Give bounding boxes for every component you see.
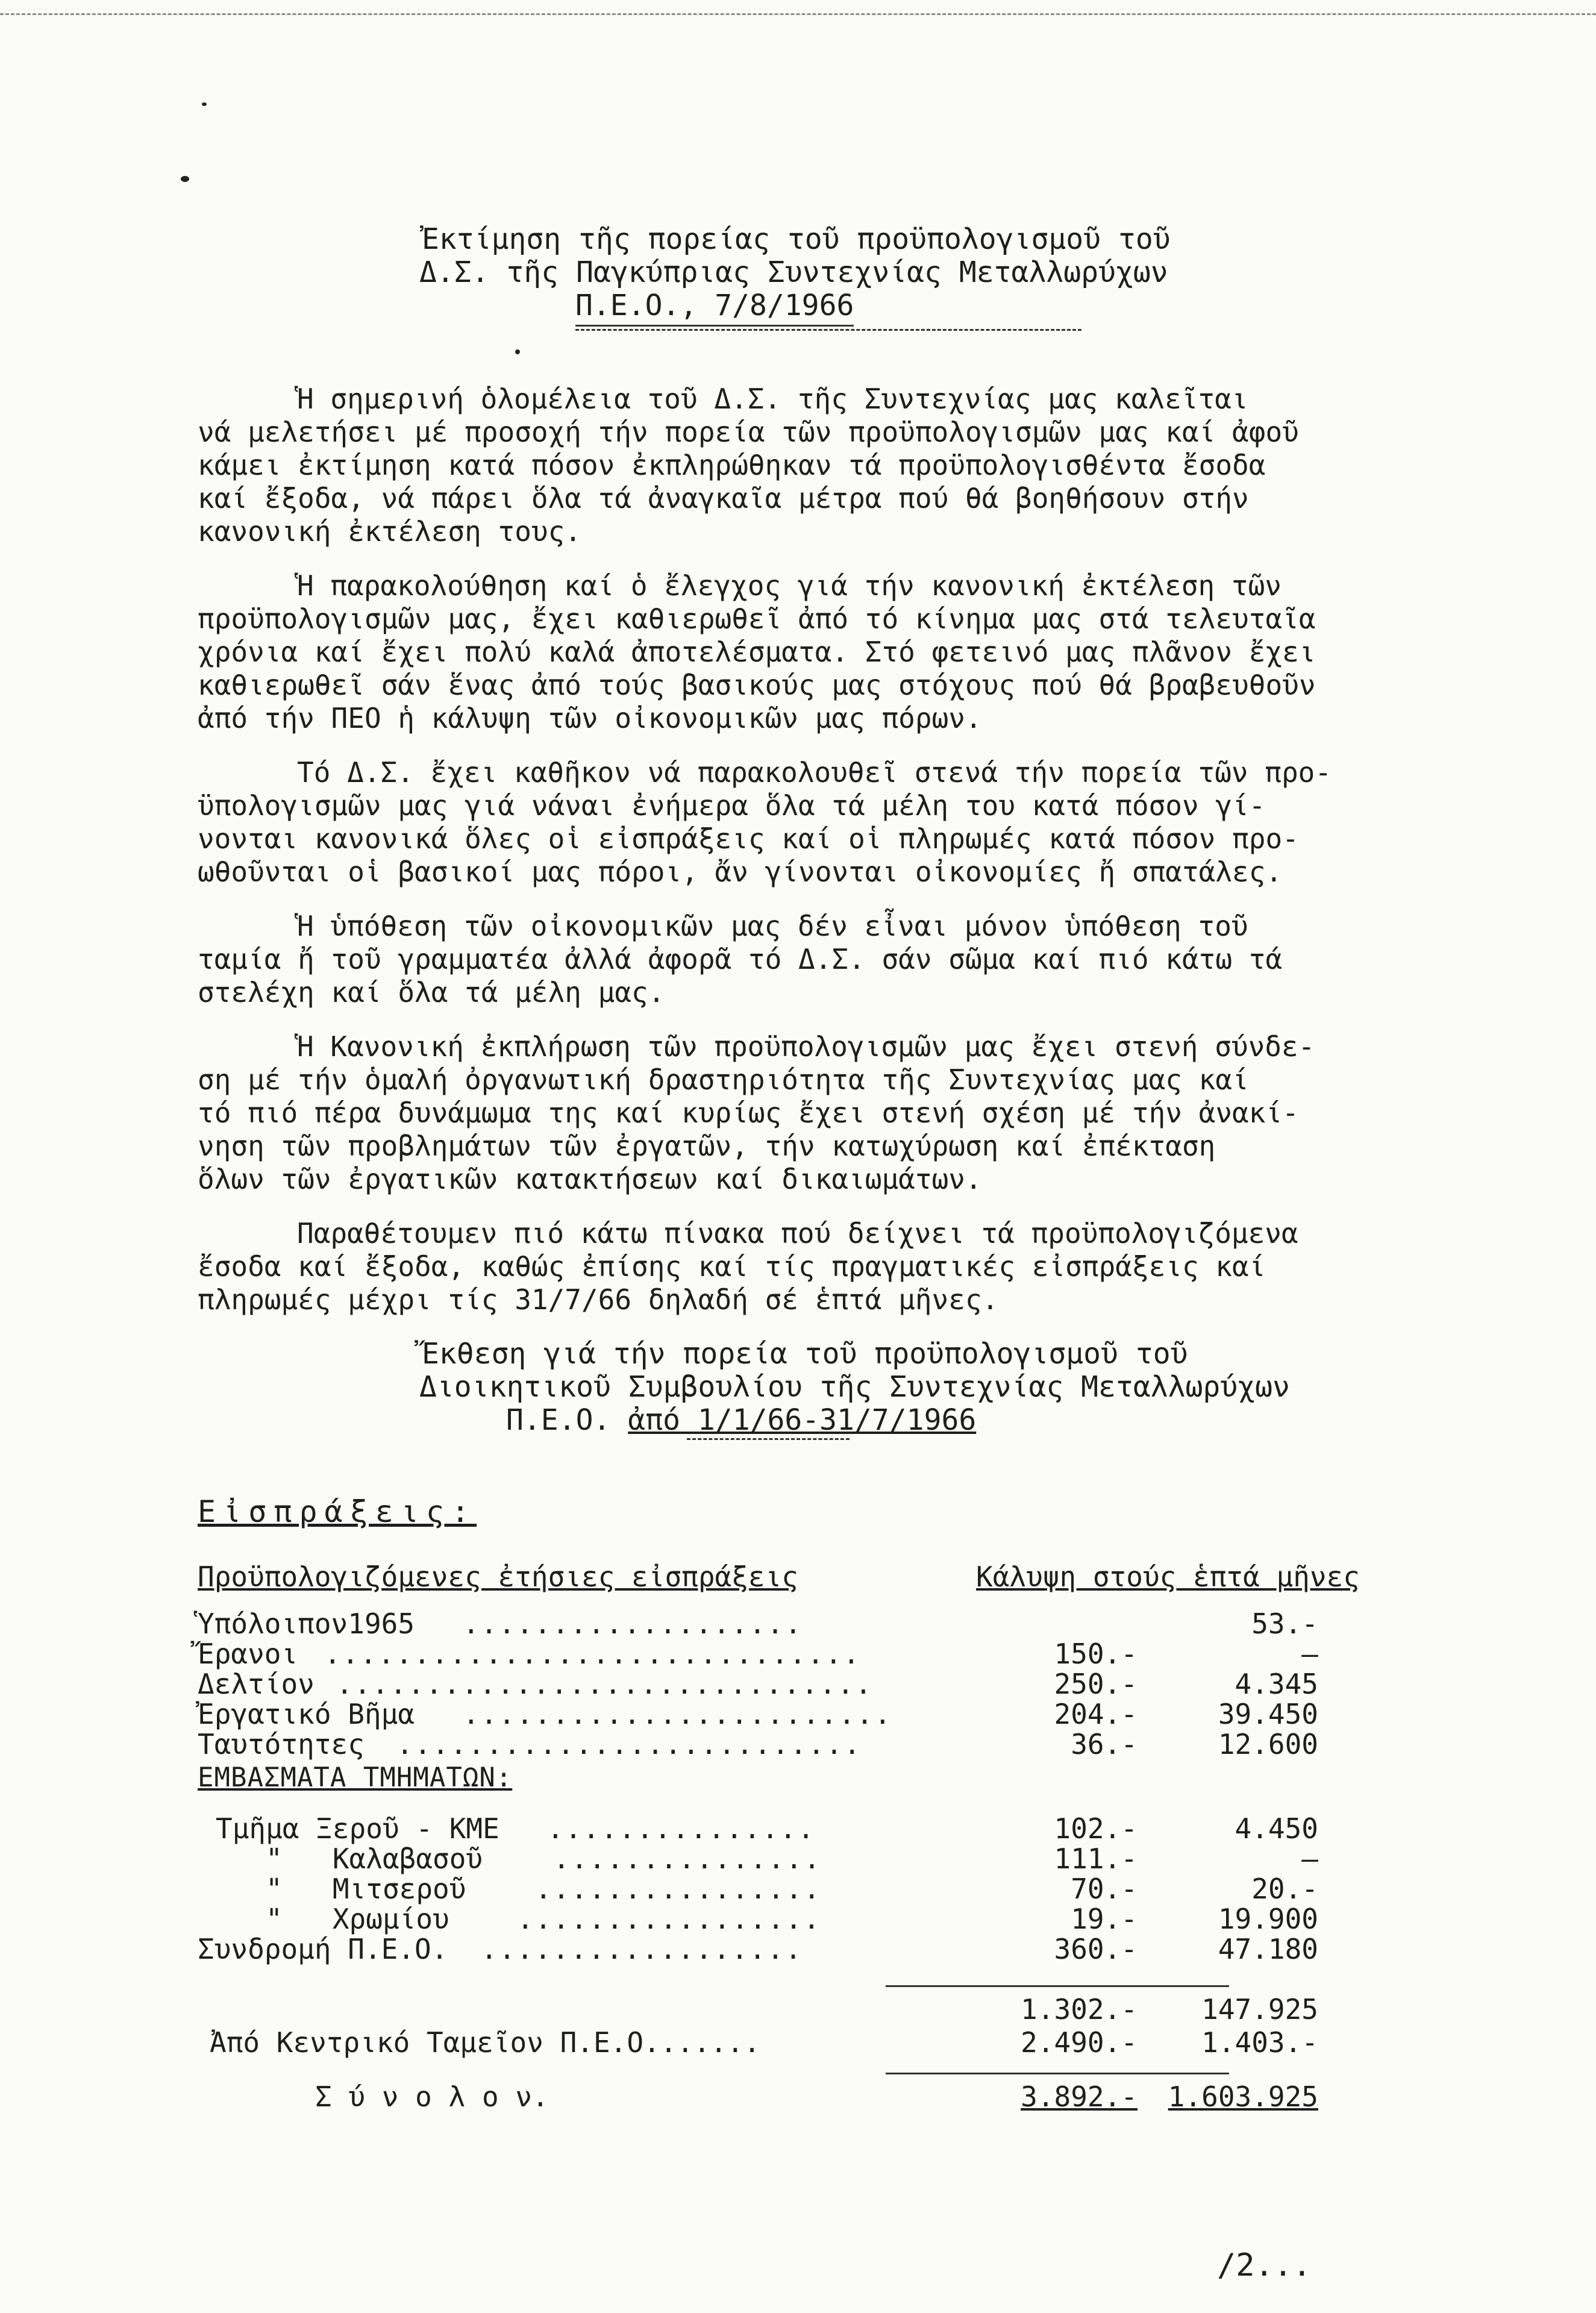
row-leader: ........................ [463, 1698, 892, 1730]
row-actual: 4.345 [1235, 1668, 1318, 1700]
document-header [419, 222, 1265, 334]
row-label: Ταυτότητες [198, 1728, 365, 1761]
row-leader: ................... [463, 1607, 803, 1640]
row-budget: 111.- [1054, 1842, 1138, 1875]
row-actual: 53.- [1251, 1607, 1318, 1640]
row-label: Ὑπόλοιπον1965 [198, 1607, 415, 1640]
text-line: Ἡ ὑπόθεση τῶν οἰκονομικῶν μας δέν εἶναι μόνον ὑπόθεση τοῦ [297, 910, 1248, 942]
total-row [198, 2082, 1403, 2112]
text-line: Ἡ παρακολούθηση καί ὁ ἔλεγχος γιά τήν κανονική ἐκτέλεση τῶν [297, 569, 1281, 602]
row-actual: — [1301, 1842, 1318, 1875]
subtotal-budget: 1.302.- [1021, 1993, 1138, 2026]
report-period: ἀπό 1/1/66-31/7/1966 [628, 1403, 977, 1437]
text-line: καί ἔξοδα, νά πάρει ὅλα τά ἀναγκαῖα μέτρα πού θά βοηθήσουν στήν [198, 482, 1249, 515]
total-actual: 1.603.925 [1168, 2080, 1318, 2113]
row-leader: ............... [553, 1842, 822, 1875]
page-number: /2... [1217, 2247, 1312, 2283]
row-actual: 12.600 [1218, 1728, 1318, 1761]
text-line: νά μελετήσει μέ προσοχή τήν πορεία τῶν προϋπολογισμῶν μας καί ἀφοῦ [198, 416, 1299, 448]
row-label: Συνδρομή Π.Ε.Ο. [198, 1933, 448, 1965]
text-line: ταμία ἤ τοῦ γραμματέα ἀλλά ἀφορᾶ τό Δ.Σ. σάν σῶμα καί πιό κάτω τά [198, 943, 1283, 975]
table-row [198, 1699, 1403, 1729]
row-label: " Καλαβασοῦ [216, 1842, 483, 1875]
text-line: νονται κανονικά ὅλες οἱ εἰσπράξεις καί οἱ πληρωμές κατά πόσον προ- [198, 822, 1299, 855]
subtotal-row [198, 1994, 1403, 2024]
row-label: Δελτίον [198, 1668, 315, 1700]
report-dashed-rule [687, 1438, 850, 1440]
text-line: Παραθέτουμεν πιό κάτω πίνακα πού δείχνει τά προϋπολογιζόμενα [297, 1217, 1298, 1250]
row-budget: 204.- [1054, 1698, 1138, 1730]
row-actual: 4.450 [1235, 1812, 1318, 1845]
central-fund-actual: 1.403.- [1201, 2026, 1318, 2059]
text-line: κάμει ἐκτίμηση κατά πόσον ἐκπληρώθηκαν τά προϋπολογισθέντα ἔσοδα [198, 449, 1266, 481]
central-fund-budget: 2.490.- [1021, 2026, 1138, 2059]
table-row [198, 1669, 1403, 1699]
row-leader: .............................. [336, 1668, 873, 1700]
subtotal-rule [886, 1985, 1229, 1987]
row-leader: .......................... [396, 1728, 862, 1761]
table-row [198, 1609, 1403, 1639]
row-actual: 47.180 [1218, 1933, 1318, 1965]
paragraph-3 [198, 756, 1451, 889]
text-line: ωθοῦνται οἱ βασικοί μας πόροι, ἄν γίνονται οἰκονομίες ἤ σπατάλες. [198, 856, 1283, 888]
total-rule [886, 2073, 1229, 2074]
text-line: πληρωμές μέχρι τίς 31/7/66 δηλαδή σέ ἑπτά μῆνες. [198, 1283, 999, 1316]
row-leader: .................. [481, 1933, 803, 1965]
text-line: προϋπολογισμῶν μας, ἔχει καθιερωθεῖ ἀπό τό κίνημα μας στά τελευταῖα [198, 603, 1316, 635]
table-row [198, 1874, 1403, 1904]
subtotal-actual: 147.925 [1201, 1993, 1318, 2026]
header-dashed-rule [575, 329, 1081, 334]
table-row [198, 1639, 1403, 1669]
table-row [198, 1934, 1403, 1964]
text-line: Ἡ Κανονική ἐκπλήρωση τῶν προϋπολογισμῶν μας ἔχει στενή σύνδε- [297, 1030, 1315, 1063]
top-edge-rule [0, 13, 1596, 19]
header-line-2: Δ.Σ. τῆς Παγκύπριας Συντεχνίας Μεταλλωρύχων [419, 255, 1168, 289]
row-leader: .............................. [324, 1638, 861, 1670]
row-leader: ................. [517, 1903, 821, 1935]
row-actual: 19.900 [1218, 1903, 1318, 1935]
central-fund-row [198, 2027, 1403, 2058]
header-line-1: Ἐκτίμηση τῆς πορείας τοῦ προϋπολογισμοῦ τοῦ [422, 222, 1171, 256]
row-budget: 150.- [1054, 1638, 1138, 1670]
row-budget: 360.- [1054, 1933, 1138, 1965]
report-org: Π.Ε.Ο. [506, 1403, 628, 1437]
row-label: Τμῆμα Ξεροῦ - ΚΜΕ [216, 1812, 499, 1845]
row-label: " Χρωμίου [216, 1903, 449, 1935]
text-line: κανονική ἐκτέλεση τους. [198, 515, 581, 548]
text-line: τό πιό πέρα δυνάμωμα της καί κυρίως ἔχει στενή σχέση μέ τήν ἀνακί- [198, 1097, 1299, 1129]
speck [202, 102, 207, 106]
branch-remittances-heading: ΕΜΒΑΣΜΑΤΑ ΤΜΗΜΑΤΩΝ: [198, 1762, 513, 1793]
text-line: Τό Δ.Σ. ἔχει καθῆκον νά παρακολουθεῖ στενά τήν πορεία τῶν προ- [297, 756, 1332, 789]
row-actual: — [1301, 1638, 1318, 1670]
row-budget: 102.- [1054, 1812, 1138, 1845]
speck [515, 349, 520, 354]
paragraph-1 [198, 383, 1451, 548]
text-line: χρόνια καί ἔχει πολύ καλά ἀποτελέσματα. Στό φετεινό μας πλᾶνον ἔχει [198, 636, 1316, 668]
total-budget: 3.892.- [1021, 2080, 1138, 2113]
row-budget: 250.- [1054, 1668, 1138, 1700]
text-line: καθιερωθεῖ σάν ἕνας ἀπό τούς βασικούς μας στόχους πού θά βραβευθοῦν [198, 669, 1316, 701]
text-line: Ἡ σημερινή ὁλομέλεια τοῦ Δ.Σ. τῆς Συντεχνίας μας καλεῖται [297, 383, 1248, 415]
text-line: ση μέ τήν ὁμαλή ὀργανωτική δραστηριότητα τῆς Συντεχνίας μας καί [198, 1063, 1249, 1096]
row-budget: 70.- [1071, 1873, 1138, 1905]
report-title [419, 1337, 1290, 1440]
header-date: Π.Ε.Ο., 7/8/1966 [575, 289, 854, 327]
text-line: ϋπολογισμῶν μας γιά νάναι ἐνήμερα ὅλα τά μέλη του κατά πόσον γί- [198, 789, 1266, 822]
row-leader: ............... [547, 1812, 816, 1845]
column-header-coverage: Κάλυψη στούς ἑπτά μῆνες [976, 1560, 1360, 1593]
table-row [198, 1814, 1403, 1844]
table-row [198, 1729, 1403, 1759]
table-row [198, 1904, 1403, 1934]
paragraph-4 [198, 910, 1451, 1009]
text-line: στελέχη καί ὅλα τά μέλη μας. [198, 976, 665, 1009]
paragraph-6 [198, 1217, 1451, 1316]
paragraph-5 [198, 1030, 1451, 1196]
text-line: ὅλων τῶν ἐργατικῶν κατακτήσεων καί δικαιωμάτων. [198, 1163, 982, 1195]
report-title-line-1: Ἔκθεση γιά τήν πορεία τοῦ προϋπολογισμοῦ τοῦ [422, 1337, 1188, 1371]
row-label: " Μιτσεροῦ [216, 1873, 466, 1905]
column-header-budget: Προϋπολογιζόμενες ἐτήσιες εἰσπράξεις [198, 1560, 798, 1593]
section-title: Εἰσπράξεις: [198, 1494, 477, 1529]
text-line: νηση τῶν προβλημάτων τῶν ἐργατῶν, τήν κατωχύρωση καί ἐπέκταση [198, 1130, 1216, 1162]
row-budget: 19.- [1071, 1903, 1138, 1935]
row-actual: 39.450 [1218, 1698, 1318, 1730]
row-label: Ἔρανοι [198, 1638, 298, 1670]
row-budget: 36.- [1071, 1728, 1138, 1761]
report-title-line-2: Διοικητικοῦ Συμβουλίου τῆς Συντεχνίας Μεταλλωρύχων [419, 1370, 1290, 1404]
row-label: Ἐργατικό Βῆμα [198, 1698, 415, 1730]
central-fund-label: Ἀπό Κεντρικό Ταμεῖον Π.Ε.Ο....... [210, 2026, 760, 2059]
total-label: Σ ύ ν ο λ ο ν. [315, 2080, 549, 2113]
speck [181, 176, 189, 182]
text-line: ἀπό τήν ΠΕΟ ἡ κάλυψη τῶν οἰκονομικῶν μας πόρων. [198, 702, 982, 734]
row-leader: ................ [535, 1873, 822, 1905]
paragraph-2 [198, 569, 1451, 735]
text-line: ἔσοδα καί ἔξοδα, καθώς ἐπίσης καί τίς πραγματικές εἰσπράξεις καί [198, 1250, 1266, 1283]
row-actual: 20.- [1251, 1873, 1318, 1905]
table-row [198, 1844, 1403, 1874]
